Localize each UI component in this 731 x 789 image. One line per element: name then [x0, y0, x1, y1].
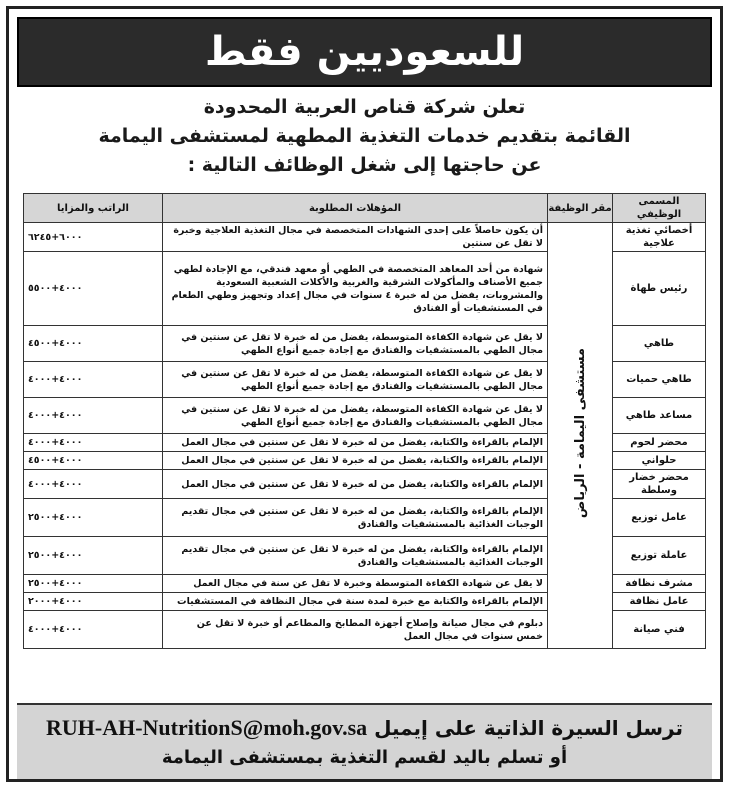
job-title-cell: عاملة توزيع: [613, 537, 706, 575]
header-salary: الراتب والمزايا: [24, 194, 163, 223]
job-advertisement: [6, 6, 723, 782]
job-title-cell: مشرف نظافة: [613, 575, 706, 593]
salary-cell: ٤٠٠٠+٤٥٠٠: [24, 326, 163, 362]
job-title-cell: حلواني: [613, 452, 706, 470]
salary-cell: ٤٠٠٠+٢٥٠٠: [24, 499, 163, 537]
footer-line-2: أو تسلم باليد لقسم التغذية بمستشفى اليمامة: [161, 747, 568, 768]
banner-text: للسعوديين فقط: [204, 29, 525, 75]
email-address[interactable]: RUH-AH-NutritionS@moh.gov.sa: [45, 715, 368, 740]
job-title-cell: رئيس طهاة: [613, 252, 706, 326]
footer-line-1: [17, 711, 712, 745]
qualifications-cell: لا يقل عن شهادة الكفاءة المتوسطة، يفضل من له خبرة لا تقل عن سنتين في مجال الطهي بالمستشفيات والفنادق مع إجادة جميع أنواع الطهي: [163, 398, 548, 434]
heading-line-2: القائمة بتقديم خدمات التغذية المطهية لمستشفى اليمامة: [98, 125, 631, 147]
table-header-row: [24, 194, 706, 223]
qualifications-cell: الإلمام بالقراءة والكتابة، يفضل من له خبرة لا تقل عن سنتين في مجال تقديم الوجبات الغذائية بالمستشفيات والفنادق: [163, 499, 548, 537]
table-row: [24, 223, 706, 252]
salary-cell: ٤٠٠٠+٢٠٠٠: [24, 593, 163, 611]
job-title-cell: طاهي حميات: [613, 362, 706, 398]
header-qualifications: المؤهلات المطلوبة: [163, 194, 548, 223]
qualifications-cell: الإلمام بالقراءة والكتابة، يفضل من له خبرة لا تقل عن سنتين في مجال تقديم الوجبات الغذائية بالمستشفيات والفنادق: [163, 537, 548, 575]
salary-cell: ٤٠٠٠+٢٥٠٠: [24, 537, 163, 575]
job-title-cell: طاهي: [613, 326, 706, 362]
heading-line-3: عن حاجتها إلى شغل الوظائف التالية :: [187, 154, 542, 176]
qualifications-cell: شهادة من أحد المعاهد المتخصصة في الطهي أو معهد فندقي، مع الإجادة لطهي جميع الأصناف والمأكولات الشرقية والغربية والأكلات الشعبية السعودية والمشروبات، يفضل من له خبرة ٤ سنوات في مجال إعداد وتجهيز وطهي الطعام في المستشفيات أو الفنادق: [163, 252, 548, 326]
salary-cell: ٤٠٠٠+٢٥٠٠: [24, 575, 163, 593]
qualifications-cell: دبلوم في مجال صيانة وإصلاح أجهزة المطابخ والمطاعم أو خبرة لا تقل عن خمس سنوات في مجال العمل: [163, 611, 548, 649]
header-title: المسمى الوظيفي: [613, 194, 706, 223]
job-location-text: مستشفى اليمامة - الرياض: [572, 348, 588, 519]
announcement-heading: [17, 93, 712, 180]
jobs-table: [23, 193, 706, 649]
salary-cell: ٤٠٠٠+٤٠٠٠: [24, 434, 163, 452]
job-title-cell: فني صيانة: [613, 611, 706, 649]
job-title-cell: مساعد طاهي: [613, 398, 706, 434]
qualifications-cell: الإلمام بالقراءة والكتابة مع خبرة لمدة سنة في مجال النظافة في المستشفيات: [163, 593, 548, 611]
job-location-cell: [548, 223, 613, 649]
qualifications-cell: الإلمام بالقراءة والكتابة، يفضل من له خبرة لا تقل عن سنتين في مجال العمل: [163, 452, 548, 470]
qualifications-cell: لا يقل عن شهادة الكفاءة المتوسطة وخبرة لا تقل عن سنة في مجال العمل: [163, 575, 548, 593]
qualifications-cell: لا يقل عن شهادة الكفاءة المتوسطة، يفضل من له خبرة لا تقل عن سنتين في مجال الطهي بالمستشفيات والفنادق مع إجادة جميع أنواع الطهي: [163, 326, 548, 362]
job-title-cell: أخصائي تغذية علاجية: [613, 223, 706, 252]
job-title-cell: عامل توزيع: [613, 499, 706, 537]
qualifications-cell: لا يقل عن شهادة الكفاءة المتوسطة، يفضل من له خبرة لا تقل عن سنتين في مجال الطهي بالمستشفيات والفنادق مع إجادة جميع أنواع الطهي: [163, 362, 548, 398]
qualifications-cell: الإلمام بالقراءة والكتابة، يفضل من له خبرة لا تقل عن سنتين في مجال العمل: [163, 434, 548, 452]
salary-cell: ٤٠٠٠+٤٠٠٠: [24, 398, 163, 434]
footer-prefix: ترسل السيرة الذاتية على إيميل: [374, 716, 683, 740]
salary-cell: ٤٠٠٠+٤٠٠٠: [24, 362, 163, 398]
application-instructions: [17, 703, 712, 779]
saudis-only-banner: [17, 17, 712, 87]
salary-cell: ٤٠٠٠+٤٠٠٠: [24, 470, 163, 499]
salary-cell: ٤٠٠٠+٤٠٠٠: [24, 611, 163, 649]
qualifications-cell: أن يكون حاصلاً على إحدى الشهادات المتخصصة في مجال التغذية العلاجية وخبرة لا تقل عن سنتين: [163, 223, 548, 252]
heading-line-1: تعلن شركة قناص العربية المحدودة: [203, 96, 526, 118]
salary-cell: ٦٠٠٠+٦٢٤٥: [24, 223, 163, 252]
qualifications-cell: الإلمام بالقراءة والكتابة، يفضل من له خبرة لا تقل عن سنتين في مجال العمل: [163, 470, 548, 499]
job-title-cell: محضر خضار وسلطة: [613, 470, 706, 499]
salary-cell: ٤٠٠٠+٥٥٠٠: [24, 252, 163, 326]
job-title-cell: عامل نظافة: [613, 593, 706, 611]
job-title-cell: محضر لحوم: [613, 434, 706, 452]
header-location: مقر الوظيفة: [548, 194, 613, 223]
salary-cell: ٤٠٠٠+٤٥٠٠: [24, 452, 163, 470]
